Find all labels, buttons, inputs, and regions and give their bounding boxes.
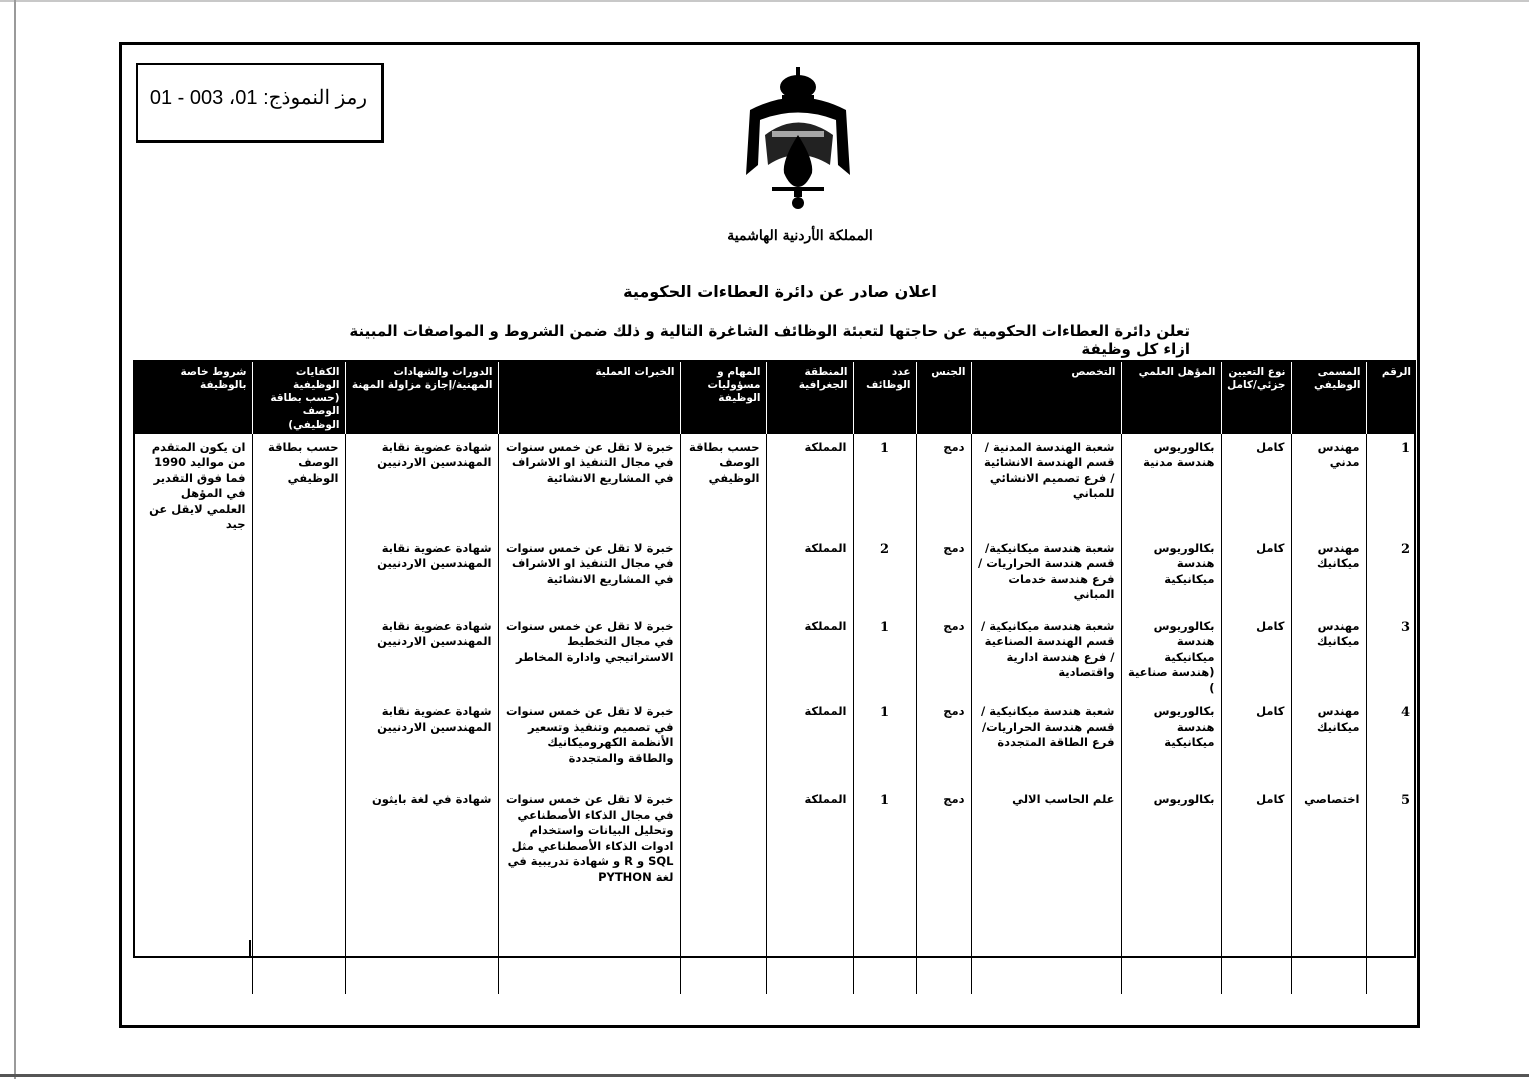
col-header-count: عدد الوظائف (853, 362, 916, 434)
cell-special-conditions (135, 786, 252, 994)
jordan-coat-of-arms-icon (740, 65, 860, 210)
cell-count: 2 (853, 535, 916, 613)
table-row (135, 434, 1416, 535)
cell-competencies (252, 698, 345, 786)
table-row (135, 535, 1416, 613)
cell-number: 3 (1366, 613, 1416, 699)
col-header-number: الرقم (1366, 362, 1416, 434)
cell-count: 1 (853, 786, 916, 994)
cell-qualification: بكالوريوس هندسة مدنية (1121, 434, 1221, 535)
table-stub-line (249, 940, 251, 957)
cell-duties (680, 613, 766, 699)
col-header-region: المنطقة الجغرافية (766, 362, 853, 434)
scan-edge-top (0, 0, 1529, 2)
kingdom-caption: المملكة الأردنية الهاشمية (727, 228, 873, 244)
cell-appointment-type: كامل (1221, 786, 1291, 994)
col-header-certificates: الدورات والشهادات المهنية/إجازة مزاولة المهنة (345, 362, 498, 434)
vacancies-table (133, 360, 1416, 958)
col-header-job-title: المسمى الوظيفي (1291, 362, 1366, 434)
cell-gender: دمج (916, 535, 971, 613)
cell-competencies (252, 786, 345, 994)
cell-gender: دمج (916, 786, 971, 994)
col-header-special-conditions: شروط خاصة بالوظيفة (135, 362, 252, 434)
cell-appointment-type: كامل (1221, 434, 1291, 535)
cell-region: المملكة (766, 535, 853, 613)
scan-edge-left (14, 0, 16, 1079)
table-row (135, 613, 1416, 699)
cell-count: 1 (853, 434, 916, 535)
col-header-gender: الجنس (916, 362, 971, 434)
cell-number: 2 (1366, 535, 1416, 613)
cell-job-title: مهندس ميكانيك (1291, 698, 1366, 786)
cell-gender: دمج (916, 613, 971, 699)
cell-job-title: مهندس مدني (1291, 434, 1366, 535)
cell-qualification: بكالوريوس هندسة ميكانيكية (1121, 535, 1221, 613)
table-row (135, 786, 1416, 994)
cell-duties (680, 786, 766, 994)
form-code-box (136, 63, 384, 143)
cell-qualification: بكالوريوس (1121, 786, 1221, 994)
cell-region: المملكة (766, 786, 853, 994)
cell-experience: خبرة لا تقل عن خمس سنوات في مجال الذكاء الأصطناعي وتحليل البيانات واستخدام ادوات الذكاء الأصطناعي مثل SQL و R و شهادة تدريبية في لغة PYTHON (498, 786, 680, 994)
cell-special-conditions (135, 698, 252, 786)
cell-region: المملكة (766, 434, 853, 535)
col-header-competencies: الكفايات الوظيفية (حسب بطاقة الوصف الوظيفي) (252, 362, 345, 434)
table-header-row (135, 362, 1416, 434)
cell-qualification: بكالوريوس هندسة ميكانيكية (1121, 698, 1221, 786)
cell-qualification: بكالوريوس هندسة ميكانيكية (هندسة صناعية ) (1121, 613, 1221, 699)
cell-certificates: شهادة عضوية نقابة المهندسين الاردنيين (345, 434, 498, 535)
cell-specialization: شعبة الهندسة المدنية / قسم الهندسة الانشائية / فرع تصميم الانشائي للمباني (971, 434, 1121, 535)
cell-job-title: مهندس ميكانيك (1291, 613, 1366, 699)
cell-region: المملكة (766, 613, 853, 699)
cell-duties (680, 535, 766, 613)
cell-number: 4 (1366, 698, 1416, 786)
cell-competencies (252, 613, 345, 699)
cell-specialization: شعبة هندسة ميكانيكية / قسم الهندسة الصناعية / فرع هندسة ادارية واقتصادية (971, 613, 1121, 699)
cell-experience: خبرة لا تقل عن خمس سنوات في مجال التنفيذ او الاشراف في المشاريع الانشائية (498, 434, 680, 535)
cell-appointment-type: كامل (1221, 613, 1291, 699)
announcement-subtitle: تعلن دائرة العطاءات الحكومية عن حاجتها لتعبئة الوظائف الشاغرة التالية و ذلك ضمن الشروط و المواصفات المبينة ازاء كل وظيفة (349, 322, 1190, 358)
cell-specialization: علم الحاسب الالي (971, 786, 1121, 994)
cell-job-title: اختصاصي (1291, 786, 1366, 994)
col-header-duties: المهام و مسؤوليات الوظيفة (680, 362, 766, 434)
col-header-specialization: التخصص (971, 362, 1121, 434)
cell-certificates: شهادة عضوية نقابة المهندسين الاردنيين (345, 613, 498, 699)
cell-job-title: مهندس ميكانيك (1291, 535, 1366, 613)
cell-certificates: شهادة في لغة بايثون (345, 786, 498, 994)
col-header-qualification: المؤهل العلمي (1121, 362, 1221, 434)
cell-special-conditions: ان يكون المتقدم من مواليد 1990 فما فوق التقدير في المؤهل العلمي لايقل عن جيد (149, 439, 246, 532)
cell-competencies: حسب بطاقة الوصف الوظيفي (252, 434, 345, 535)
cell-special-conditions (135, 535, 252, 613)
cell-certificates: شهادة عضوية نقابة المهندسين الاردنيين (345, 698, 498, 786)
announcement-title: اعلان صادر عن دائرة العطاءات الحكومية (623, 282, 937, 301)
table-row (135, 698, 1416, 786)
cell-gender: دمج (916, 698, 971, 786)
scan-edge-bottom (0, 1074, 1529, 1077)
cell-certificates: شهادة عضوية نقابة المهندسين الاردنيين (345, 535, 498, 613)
cell-number: 1 (1366, 434, 1416, 535)
cell-appointment-type: كامل (1221, 535, 1291, 613)
col-header-experience: الخبرات العملية (498, 362, 680, 434)
cell-duties: حسب بطاقة الوصف الوظيفي (680, 434, 766, 535)
col-header-appointment-type: نوع التعيين جزئي/كامل (1221, 362, 1291, 434)
cell-duties (680, 698, 766, 786)
cell-special-conditions (135, 613, 252, 699)
cell-count: 1 (853, 698, 916, 786)
cell-experience: خبرة لا تقل عن خمس سنوات في مجال التنفيذ او الاشراف في المشاريع الانشائية (498, 535, 680, 613)
form-code: رمز النموذج: 01، 003 - 01 (149, 87, 367, 109)
cell-number: 5 (1366, 786, 1416, 994)
cell-region: المملكة (766, 698, 853, 786)
cell-specialization: شعبة هندسة ميكانيكية / قسم هندسة الحراريات/ فرع الطاقة المتجددة (971, 698, 1121, 786)
cell-specialization: شعبة هندسة ميكانيكية/ قسم هندسة الحراريات / فرع هندسة خدمات المباني (971, 535, 1121, 613)
cell-competencies (252, 535, 345, 613)
cell-experience: خبرة لا تقل عن خمس سنوات في تصميم وتنفيذ وتسعير الأنظمة الكهروميكانيك والطاقة والمتجددة (498, 698, 680, 786)
cell-gender: دمج (916, 434, 971, 535)
cell-experience: خبرة لا تقل عن خمس سنوات في مجال التخطيط الاستراتيجي وادارة المخاطر (498, 613, 680, 699)
cell-appointment-type: كامل (1221, 698, 1291, 786)
cell-count: 1 (853, 613, 916, 699)
